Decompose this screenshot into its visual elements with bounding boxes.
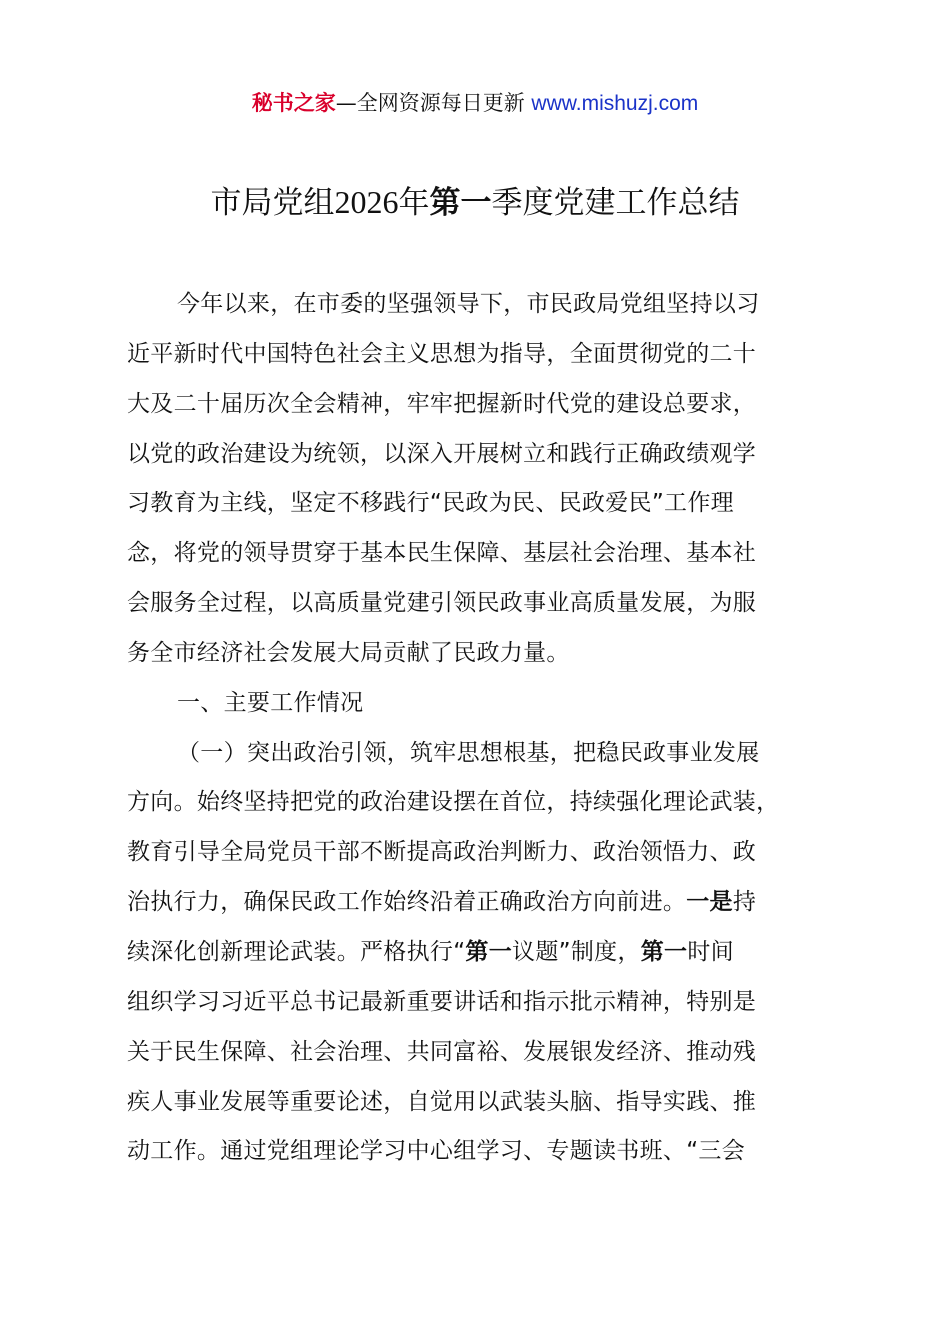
body-line: 教育引导全局党员干部不断提高政治判断力、政治领悟力、政 xyxy=(127,839,757,866)
title-part3: 季度党建工作总结 xyxy=(491,185,740,221)
body-line: 近平新时代中国特色社会主义思想为指导，全面贯彻党的二十 xyxy=(127,340,757,367)
body-text: 时间 xyxy=(687,938,734,965)
title-part1: 市局党组 xyxy=(210,185,335,221)
site-header xyxy=(0,88,950,119)
body-line: 关于民生保障、社会治理、共同富裕、发展银发经济、推动残 xyxy=(127,1038,757,1065)
body-text: 治执行力，确保民政工作始终沿着正确政治方向前进。 xyxy=(127,889,687,916)
site-url-link[interactable]: www.mishuzj.com xyxy=(531,92,699,115)
title-year: 2026 xyxy=(334,184,399,220)
body-line: 大及二十届历次全会精神，牢牢把握新时代党的建设总要求， xyxy=(127,390,757,417)
body-line: 组织学习习近平总书记最新重要讲话和指示批示精神，特别是 xyxy=(127,988,757,1015)
body-line xyxy=(127,928,835,978)
document-body xyxy=(127,280,835,1177)
section-heading: 一、主要工作情况 xyxy=(177,689,364,716)
body-text: 续深化创新理论武装。严格执行“ xyxy=(127,938,466,965)
bold-marker: 一是 xyxy=(686,889,733,916)
body-line: 习教育为主线，坚定不移践行“民政为民、民政爱民”工作理 xyxy=(127,490,734,517)
body-line: 念，将党的领导贯穿于基本民生保障、基层社会治理、基本社 xyxy=(127,540,757,567)
body-line: 以党的政治建设为统领，以深入开展树立和践行正确政绩观学 xyxy=(127,440,757,467)
title-part2: 年 xyxy=(398,185,430,221)
header-tagline: 全网资源每日更新 xyxy=(356,91,525,115)
body-line xyxy=(127,878,835,928)
document-title xyxy=(0,178,950,227)
body-line: 务全市经济社会发展大局贡献了民政力量。 xyxy=(127,639,570,666)
subsection-heading: （一）突出政治引领，筑牢思想根基，把稳民政事业发展 xyxy=(177,739,760,766)
body-line: 今年以来，在市委的坚强领导下，市民政局党组坚持以习 xyxy=(177,291,760,317)
body-text: 持 xyxy=(732,889,757,916)
body-text: 议题”制度， xyxy=(512,938,641,965)
bold-term: 第一 xyxy=(465,938,513,965)
body-line: 动工作。通过党组理论学习中心组学习、专题读书班、“三会 xyxy=(127,1138,746,1165)
body-line: 疾人事业发展等重要论述，自觉用以武装头脑、指导实践、推 xyxy=(127,1088,757,1115)
bold-term: 第一 xyxy=(640,938,688,965)
body-line: 方向。始终坚持把党的政治建设摆在首位，持续强化理论武装， xyxy=(127,789,780,816)
header-dash: — xyxy=(335,91,357,115)
body-line: 会服务全过程，以高质量党建引领民政事业高质量发展，为服 xyxy=(127,590,757,617)
site-brand: 秘书之家 xyxy=(251,91,336,115)
title-bold: 第一 xyxy=(429,185,492,221)
